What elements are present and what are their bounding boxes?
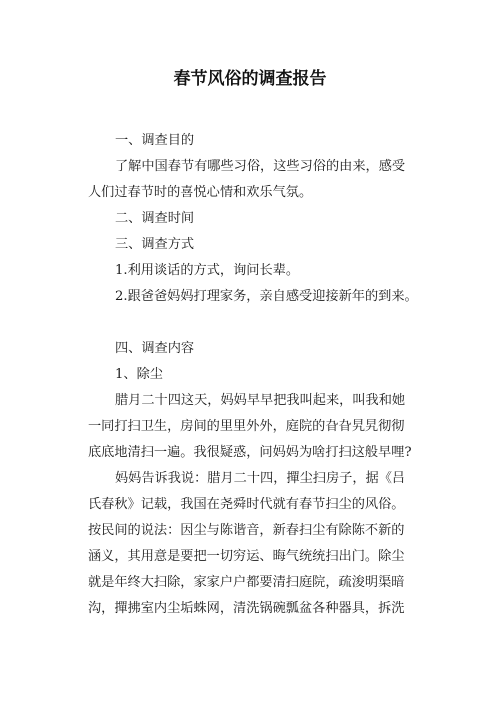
- paragraph-line: 按民间的说法：因尘与陈谐音，新春扫尘有除陈不新的: [88, 523, 405, 538]
- paragraph-line: 涵义，其用意是要把一切穷运、晦气统统扫出门。除尘: [88, 549, 405, 564]
- paragraph-line: 氏春秋》记载，我国在尧舜时代就有春节扫尘的风俗。: [88, 497, 405, 512]
- paragraph-line: 妈妈告诉我说：腊月二十四，撣尘扫房子，据《吕: [115, 471, 406, 486]
- paragraph-line: 沟，撣拂室内尘垢蛛网，清洗锅碗瓢盆各种器具，拆洗: [88, 601, 405, 616]
- paragraph-line: [88, 310, 418, 336]
- paragraph-line: 1、除尘: [115, 367, 163, 382]
- paragraph-line: 人们过春节时的喜悦心情和欢乐气氛。: [88, 185, 313, 200]
- paragraph-line: 三、调查方式: [115, 237, 195, 252]
- paragraph-line: 就是年终大扫除，家家户户都要清扫庭院，疏浚明渠暗: [88, 575, 405, 590]
- paragraph-line: 了解中国春节有哪些习俗，这些习俗的由来，感受: [115, 159, 406, 174]
- paragraph-line: 四、调查内容: [115, 341, 195, 356]
- paragraph-line: 一、调查目的: [115, 133, 195, 148]
- paragraph-line: 二、调查时间: [115, 211, 195, 226]
- paragraph-line: 一同打扫卫生，房间的里里外外，庭院的旮旮旯旯彻彻: [88, 419, 405, 434]
- paragraph-line: 2.跟爸爸妈妈打理家务，亲自感受迎接新年的到来。: [115, 289, 418, 304]
- paragraph-line: 1.利用谈话的方式，询问长辈。: [115, 263, 300, 278]
- paragraph-line: 底底地清扫一遍。我很疑惑，问妈妈为啥打扫这般早哩?: [88, 445, 412, 460]
- paragraph-line: 腊月二十四这天，妈妈早早把我叫起来，叫我和她: [115, 393, 406, 408]
- document-body: [88, 128, 418, 622]
- document-title: 春节风俗的调查报告: [173, 69, 327, 89]
